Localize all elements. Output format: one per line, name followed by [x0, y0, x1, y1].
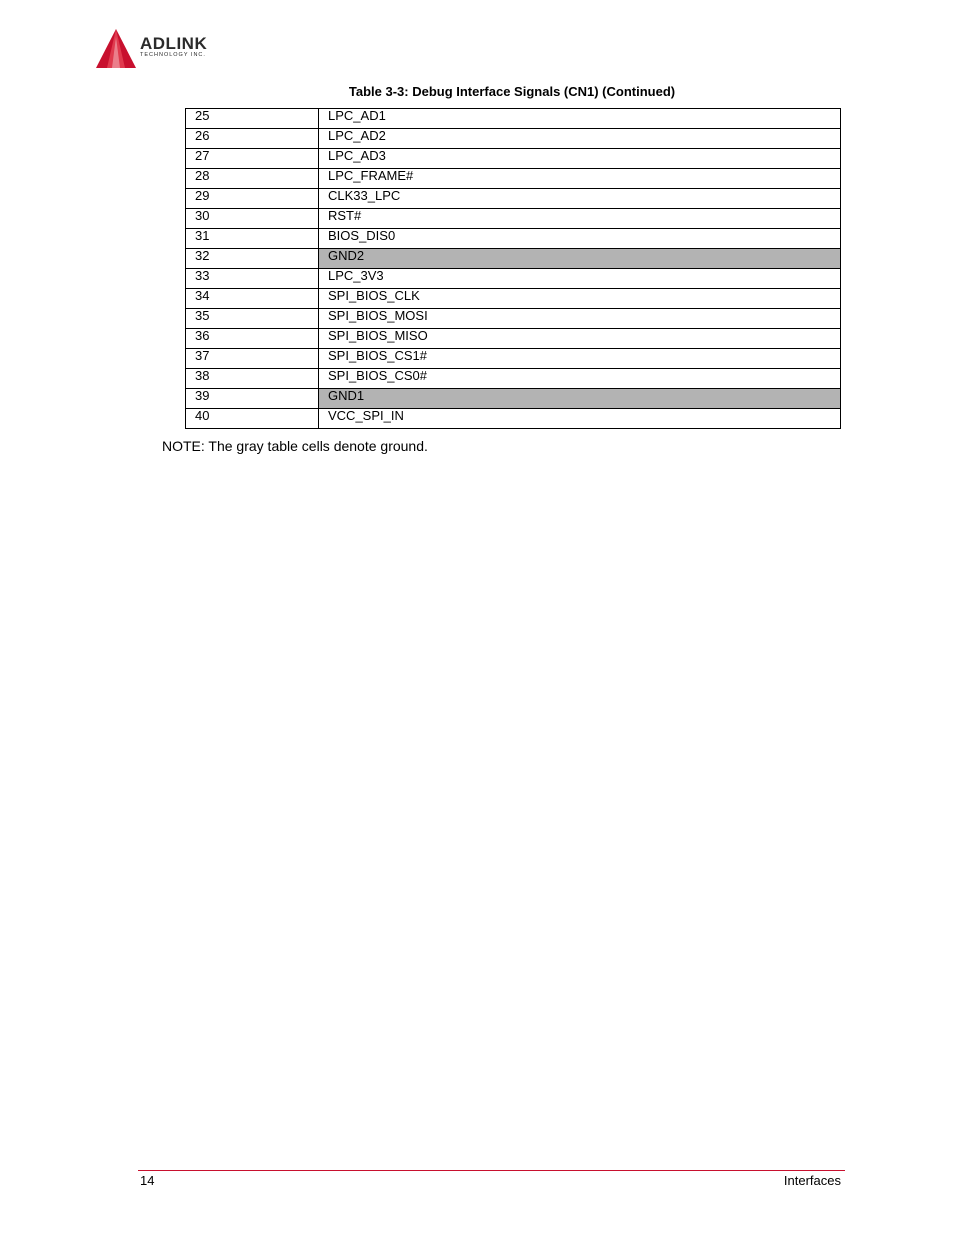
table-row — [186, 109, 841, 129]
ground-signal-cell: GND2 — [319, 249, 841, 269]
pin-number-cell: 27 — [186, 149, 319, 169]
table-row — [186, 389, 841, 409]
pin-number-cell: 35 — [186, 309, 319, 329]
signal-name-cell: LPC_AD1 — [319, 109, 841, 129]
pin-number-cell: 29 — [186, 189, 319, 209]
table-row — [186, 209, 841, 229]
pin-number-cell: 33 — [186, 269, 319, 289]
logo-tagline: TECHNOLOGY INC. — [140, 52, 206, 58]
adlink-logo — [95, 28, 230, 72]
pin-number-cell: 30 — [186, 209, 319, 229]
debug-signals-table — [185, 108, 841, 429]
pin-number-cell: 26 — [186, 129, 319, 149]
signal-name-cell: LPC_FRAME# — [319, 169, 841, 189]
table-row — [186, 229, 841, 249]
table-row — [186, 269, 841, 289]
signal-name-cell: SPI_BIOS_CS1# — [319, 349, 841, 369]
signal-name-cell: SPI_BIOS_MISO — [319, 329, 841, 349]
table-row — [186, 129, 841, 149]
table-caption — [0, 84, 954, 99]
table-row — [186, 409, 841, 429]
pin-number-cell: 38 — [186, 369, 319, 389]
pin-number-cell: 25 — [186, 109, 319, 129]
logo-wordmark: ADLINK — [140, 34, 208, 53]
table-row — [186, 309, 841, 329]
table-row — [186, 369, 841, 389]
table-caption-text: Table 3-3: Debug Interface Signals (CN1) (Continued) — [348, 84, 676, 99]
section-title: Interfaces — [783, 1173, 841, 1188]
table-body — [186, 109, 841, 429]
table-row — [186, 329, 841, 349]
signal-name-cell: BIOS_DIS0 — [319, 229, 841, 249]
pin-number-cell: 32 — [186, 249, 319, 269]
ground-signal-cell: GND1 — [319, 389, 841, 409]
signal-name-cell: LPC_3V3 — [319, 269, 841, 289]
signal-name-cell: VCC_SPI_IN — [319, 409, 841, 429]
pin-number-cell: 40 — [186, 409, 319, 429]
table-row — [186, 189, 841, 209]
table-row — [186, 249, 841, 269]
pin-number-cell: 31 — [186, 229, 319, 249]
ground-note: NOTE: The gray table cells denote ground. — [162, 438, 428, 454]
adlink-triangle-icon — [95, 28, 137, 70]
signal-name-cell: SPI_BIOS_CS0# — [319, 369, 841, 389]
pin-number-cell: 37 — [186, 349, 319, 369]
signal-name-cell: RST# — [319, 209, 841, 229]
page-number: 14 — [140, 1173, 155, 1188]
signal-name-cell: SPI_BIOS_MOSI — [319, 309, 841, 329]
pin-number-cell: 39 — [186, 389, 319, 409]
signal-name-cell: LPC_AD3 — [319, 149, 841, 169]
table-row — [186, 149, 841, 169]
pin-number-cell: 28 — [186, 169, 319, 189]
signal-name-cell: LPC_AD2 — [319, 129, 841, 149]
pin-number-cell: 36 — [186, 329, 319, 349]
signal-name-cell: CLK33_LPC — [319, 189, 841, 209]
table-row — [186, 169, 841, 189]
footer-divider — [138, 1170, 845, 1171]
table-row — [186, 289, 841, 309]
signal-name-cell: SPI_BIOS_CLK — [319, 289, 841, 309]
table-row — [186, 349, 841, 369]
pin-number-cell: 34 — [186, 289, 319, 309]
